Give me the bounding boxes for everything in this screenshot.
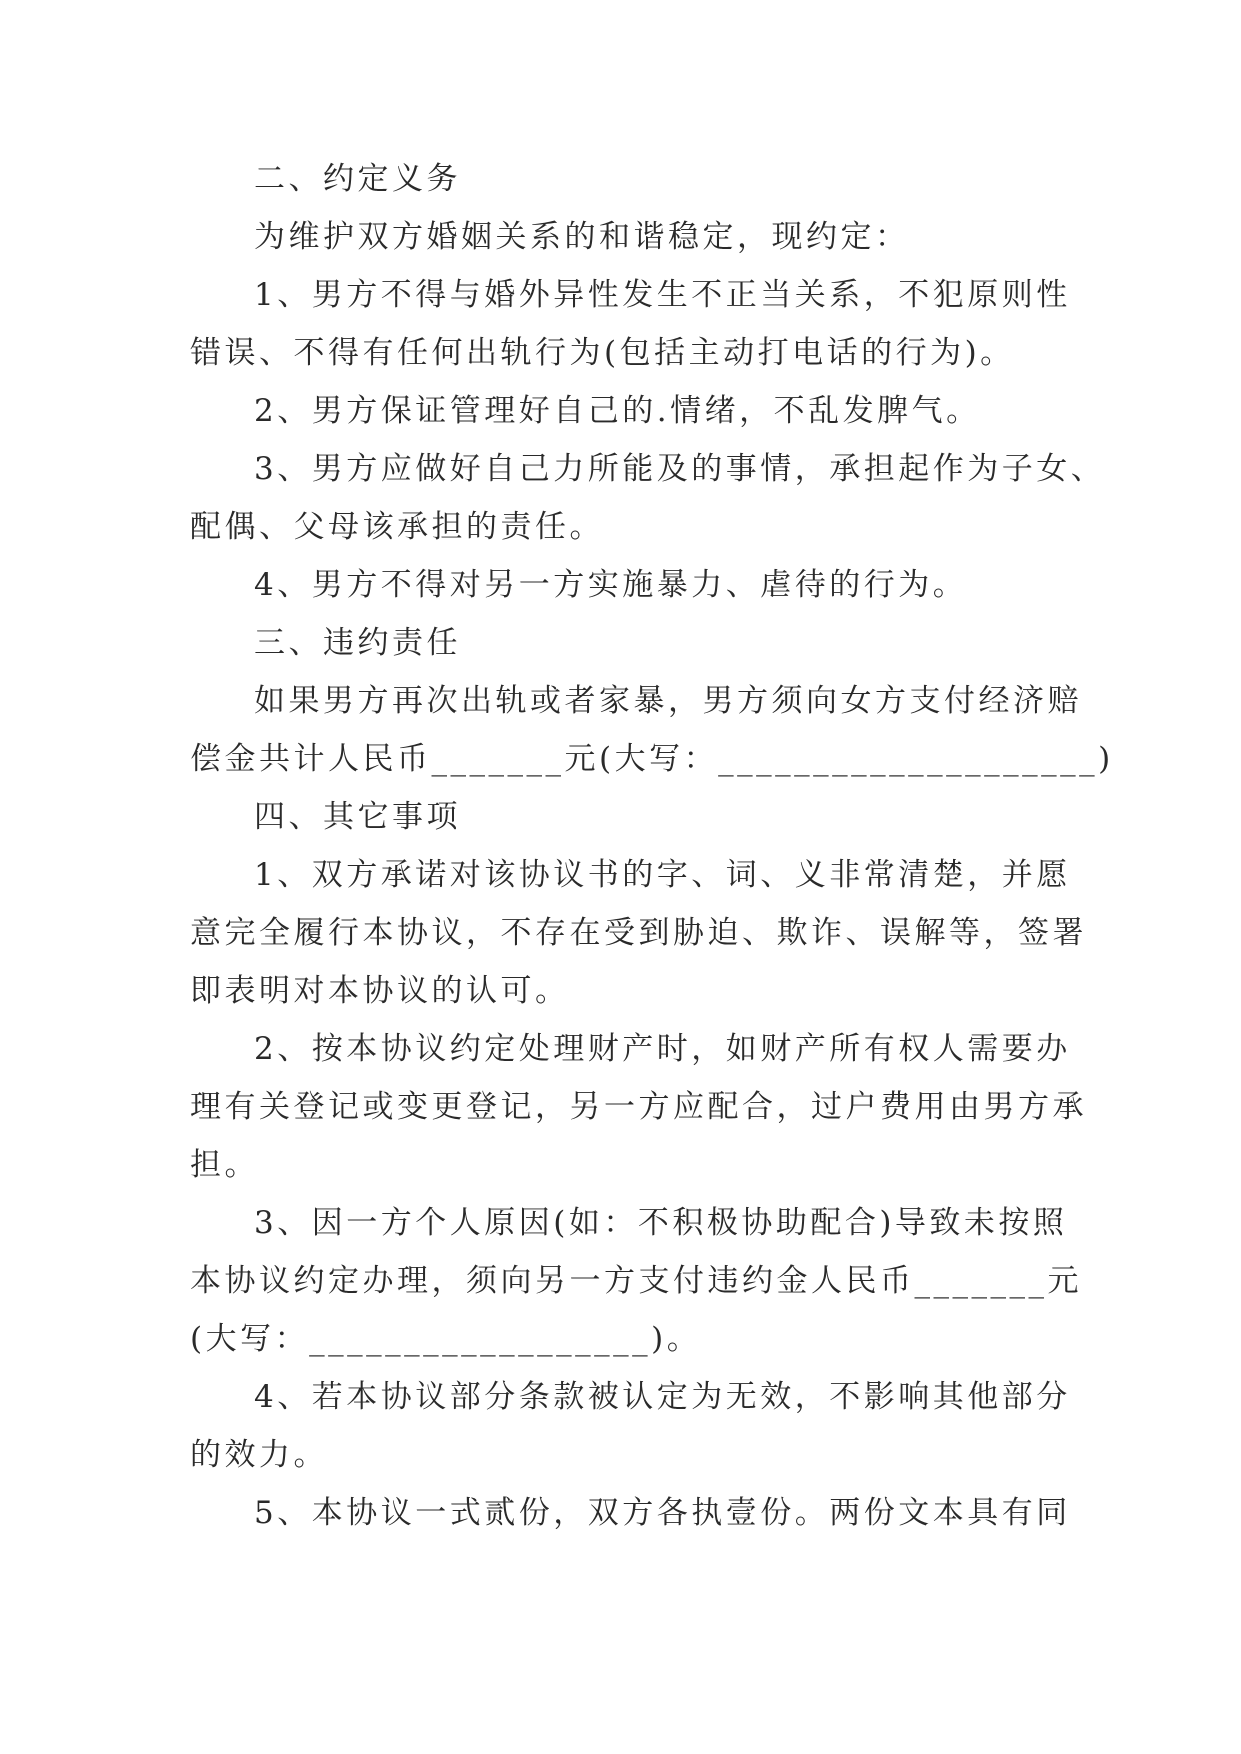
clause-line: 意完全履行本协议，不存在受到胁迫、欺诈、误解等，签署 bbox=[190, 915, 1087, 951]
clause-line: 4、男方不得对另一方实施暴力、虐待的行为。 bbox=[254, 567, 968, 603]
section-heading-liability: 三、违约责任 bbox=[254, 625, 461, 661]
clause-line: 5、本协议一式贰份，双方各执壹份。两份文本具有同 bbox=[254, 1495, 1071, 1531]
clause-line: 配偶、父母该承担的责任。 bbox=[190, 509, 604, 545]
clause-line: 担。 bbox=[190, 1147, 259, 1183]
section-heading-other: 四、其它事项 bbox=[254, 799, 461, 835]
clause-line: 本协议约定办理，须向另一方支付违约金人民币_______元 bbox=[190, 1263, 1082, 1299]
clause-line: 错误、不得有任何出轨行为(包括主动打电话的行为)。 bbox=[190, 335, 1015, 371]
clause-line: 3、男方应做好自己力所能及的事情，承担起作为子女、 bbox=[254, 451, 1106, 487]
paragraph-line: 偿金共计人民币_______元(大写：____________________) bbox=[190, 741, 1114, 777]
clause-line: 2、男方保证管理好自己的.情绪，不乱发脾气。 bbox=[254, 393, 981, 429]
paragraph-line: 如果男方再次出轨或者家暴，男方须向女方支付经济赔 bbox=[254, 683, 1082, 719]
paragraph-line: 为维护双方婚姻关系的和谐稳定，现约定： bbox=[254, 219, 910, 255]
clause-line: (大写：__________________)。 bbox=[190, 1321, 702, 1357]
clause-line: 1、双方承诺对该协议书的字、词、义非常清楚，并愿 bbox=[254, 857, 1071, 893]
clause-line: 即表明对本协议的认可。 bbox=[190, 973, 570, 1009]
clause-line: 1、男方不得与婚外异性发生不正当关系，不犯原则性 bbox=[254, 277, 1071, 313]
section-heading-obligations: 二、约定义务 bbox=[254, 161, 461, 197]
clause-line: 3、因一方个人原因(如：不积极协助配合)导致未按照 bbox=[254, 1205, 1068, 1241]
clause-line: 理有关登记或变更登记，另一方应配合，过户费用由男方承 bbox=[190, 1089, 1087, 1125]
clause-line: 2、按本协议约定处理财产时，如财产所有权人需要办 bbox=[254, 1031, 1071, 1067]
document-body bbox=[190, 150, 1114, 1542]
clause-line: 的效力。 bbox=[190, 1437, 328, 1473]
clause-line: 4、若本协议部分条款被认定为无效，不影响其他部分 bbox=[254, 1379, 1071, 1415]
